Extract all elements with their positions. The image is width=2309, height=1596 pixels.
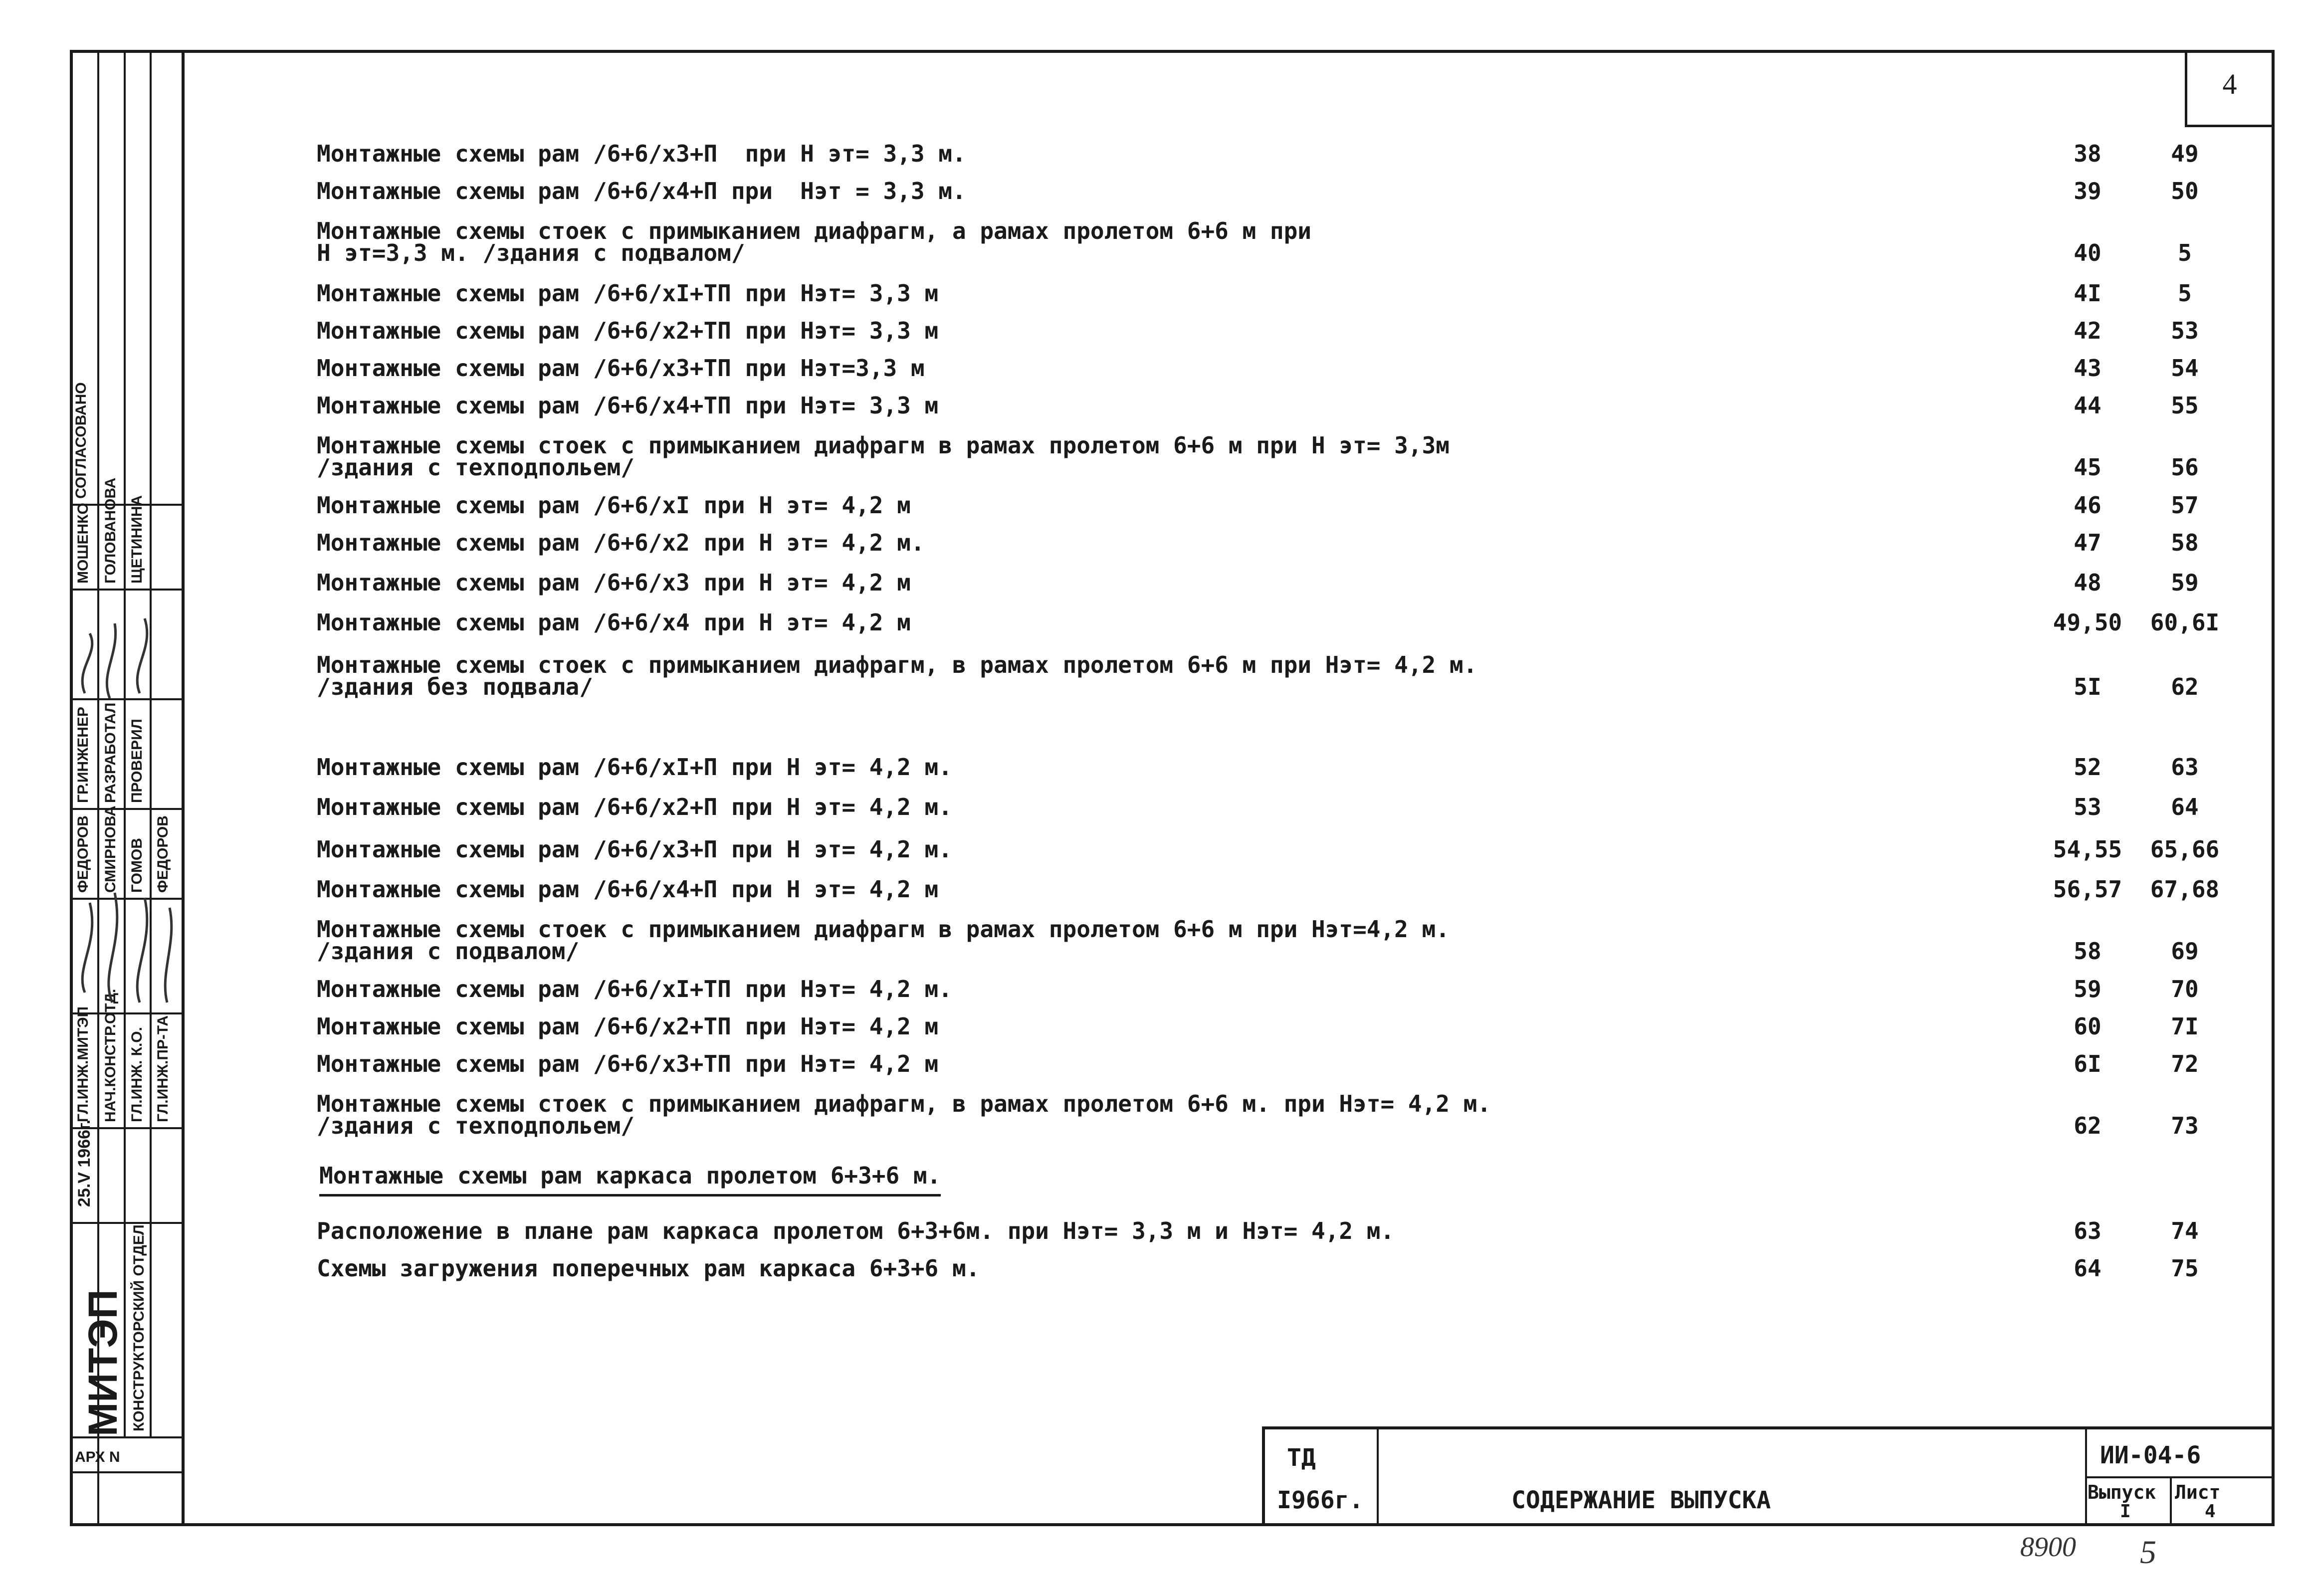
item-sheet: 40 <box>2074 239 2101 266</box>
list-item <box>317 319 2262 354</box>
side-date: 25.V 1966г. <box>75 1119 94 1207</box>
item-page: 62 <box>2171 673 2199 700</box>
sheet-label: Лист <box>2175 1481 2221 1503</box>
page-mark: 5 <box>2140 1534 2156 1571</box>
list-item <box>317 653 2262 708</box>
item-text: Монтажные схемы рам /6+6/х3+ТП при Нэт=3,3 м <box>317 355 925 382</box>
item-text: Монтажные схемы рам /6+6/х3+П при Н эт= 4,2 м. <box>317 836 952 863</box>
item-page: 63 <box>2171 754 2199 781</box>
list-item <box>317 1219 2262 1254</box>
title-block-divider <box>2170 1476 2172 1526</box>
item-sheet: 64 <box>2074 1255 2101 1282</box>
doc-code: ИИ-04-6 <box>2100 1441 2201 1469</box>
list-item <box>317 918 2262 973</box>
item-sheet: 60 <box>2074 1013 2101 1040</box>
item-sheet: 47 <box>2074 529 2101 556</box>
item-page: 64 <box>2171 794 2199 820</box>
item-sheet: 43 <box>2074 355 2101 382</box>
item-text: Монтажные схемы рам /6+6/хI+П при Н эт= 4,2 м. <box>317 754 952 781</box>
list-item <box>317 611 2262 646</box>
item-page: 5 <box>2178 280 2192 307</box>
item-sheet: 54,55 <box>2053 836 2122 863</box>
role-label: НАЧ.КОНСТР.ОТД. <box>102 989 119 1122</box>
item-text: Монтажные схемы стоек с примыканием диафрагм в рамах пролетом 6+6 м при Н эт= 3,3м <box>317 432 1450 459</box>
item-page: 75 <box>2171 1255 2199 1282</box>
signatures <box>70 594 185 1127</box>
stamp-title: СОДЕРЖАНИЕ ВЫПУСКА <box>1511 1486 1771 1514</box>
item-text: Монтажные схемы стоек с примыканием диафрагм, в рамах пролетом 6+6 м при Нэт= 4,2 м. <box>317 651 1477 678</box>
name-label: ФЕДОРОВ <box>155 815 171 893</box>
item-page: 69 <box>2171 938 2199 965</box>
item-text: Монтажные схемы рам /6+6/х4+ТП при Нэт= 3,3 м <box>317 392 939 419</box>
item-text: Монтажные схемы рам /6+6/хI+ТП при Нэт= 3,3 м <box>317 280 939 307</box>
list-item <box>317 838 2262 873</box>
item-sheet: 63 <box>2074 1217 2101 1244</box>
item-sheet: 39 <box>2074 178 2101 204</box>
item-text-cont: /здания с техподпольем/ <box>317 1112 634 1139</box>
page-number: 4 <box>2222 68 2237 100</box>
item-text: Расположение в плане рам каркаса пролетом 6+3+6м. при Нэт= 3,3 м и Нэт= 4,2 м. <box>317 1217 1395 1244</box>
side-divider <box>70 589 185 591</box>
role-label: ПРОВЕРИЛ <box>129 719 145 803</box>
item-sheet: 38 <box>2074 140 2101 167</box>
item-sheet: 42 <box>2074 317 2101 344</box>
item-page: 65,66 <box>2150 836 2220 863</box>
archive-number: 8900 <box>2020 1532 2076 1563</box>
item-sheet: 58 <box>2074 938 2101 965</box>
archive-label: АРХ N <box>75 1449 120 1465</box>
item-page: 60,6I <box>2150 609 2220 636</box>
item-text: Монтажные схемы рам /6+6/х4+П при Н эт= 4,2 м <box>317 876 939 903</box>
list-item <box>317 494 2262 529</box>
item-page: 49 <box>2171 140 2199 167</box>
item-page: 57 <box>2171 492 2199 519</box>
item-text-cont: Н эт=3,3 м. /здания с подвалом/ <box>317 239 745 266</box>
list-item <box>317 357 2262 392</box>
item-text: Монтажные схемы рам /6+6/х2+ТП при Нэт= 4,2 м <box>317 1013 939 1040</box>
item-page: 70 <box>2171 976 2199 1002</box>
list-item <box>317 434 2262 489</box>
item-page: 73 <box>2171 1112 2199 1139</box>
list-item <box>317 142 2262 177</box>
role-label: РАЗРАБОТАЛ <box>102 702 119 803</box>
item-text: Монтажные схемы рам /6+6/х3+ТП при Нэт= 4,2 м <box>317 1050 939 1077</box>
item-sheet: 59 <box>2074 976 2101 1002</box>
agreed-label: СОГЛАСОВАНО <box>73 382 89 499</box>
item-text: Схемы загружения поперечных рам каркаса 6+3+6 м. <box>317 1255 980 1282</box>
item-page: 7I <box>2171 1013 2199 1040</box>
item-text: Монтажные схемы рам /6+6/хI при Н эт= 4,2 м <box>317 492 911 519</box>
item-sheet: 48 <box>2074 569 2101 596</box>
role-label: ГЛ.ИНЖ.МИТЭП <box>75 1006 91 1122</box>
item-text: Монтажные схемы рам /6+6/х3 при Н эт= 4,2 м <box>317 569 911 596</box>
item-page: 72 <box>2171 1050 2199 1077</box>
item-text: Монтажные схемы рам /6+6/хI+ТП при Нэт= 4,2 м. <box>317 976 952 1002</box>
item-text-cont: /здания с техподпольем/ <box>317 454 634 481</box>
item-page: 53 <box>2171 317 2199 344</box>
list-item <box>317 219 2262 269</box>
item-page: 67,68 <box>2150 876 2220 903</box>
list-item <box>317 1052 2262 1087</box>
item-sheet: 62 <box>2074 1112 2101 1139</box>
list-item <box>317 571 2262 606</box>
list-item <box>317 756 2262 791</box>
side-divider <box>70 1471 185 1473</box>
item-text-cont: /здания без подвала/ <box>317 673 593 700</box>
name-label: ЩЕТИНИНА <box>129 495 145 584</box>
item-page: 5 <box>2178 239 2192 266</box>
item-text: Монтажные схемы стоек с примыканием диафрагм в рамах пролетом 6+6 м при Нэт=4,2 м. <box>317 916 1450 943</box>
role-label: ГЛ.ИНЖ. К.О. <box>129 1027 145 1122</box>
title-block-divider <box>2085 1476 2275 1478</box>
item-sheet: 49,50 <box>2053 609 2122 636</box>
item-text: Монтажные схемы стоек с примыканием диафрагм, а рамах пролетом 6+6 м при <box>317 217 1311 244</box>
item-text: Монтажные схемы рам /6+6/х4+П при Нэт = 3,3 м. <box>317 178 966 204</box>
item-page: 59 <box>2171 569 2199 596</box>
title-block-divider <box>1377 1426 1379 1526</box>
list-item <box>317 394 2262 429</box>
list-item <box>317 1015 2262 1050</box>
item-text: Монтажные схемы стоек с примыканием диафрагм, в рамах пролетом 6+6 м. при Нэт= 4,2 м. <box>317 1090 1491 1117</box>
item-sheet: 52 <box>2074 754 2101 781</box>
item-page: 58 <box>2171 529 2199 556</box>
org-name: МИТЭП <box>80 1289 126 1436</box>
issue-number: I <box>2120 1501 2131 1522</box>
issue-label: Выпуск <box>2088 1481 2156 1503</box>
role-label: ГЛ.ИНЖ.ПР-ТА <box>155 1015 171 1122</box>
item-sheet: 44 <box>2074 392 2101 419</box>
item-sheet: 4I <box>2074 280 2101 307</box>
list-item <box>317 796 2262 830</box>
name-label: СМИРНОВА <box>102 805 119 893</box>
section-heading: Монтажные схемы рам каркаса пролетом 6+3+6 м. <box>319 1162 941 1197</box>
item-text: Монтажные схемы рам /6+6/х2+ТП при Нэт= 3,3 м <box>317 317 939 344</box>
item-sheet: 45 <box>2074 454 2101 481</box>
item-page: 55 <box>2171 392 2199 419</box>
item-page: 54 <box>2171 355 2199 382</box>
list-item <box>317 1257 2262 1292</box>
list-item <box>317 180 2262 214</box>
item-text: Монтажные схемы рам /6+6/х2 при Н эт= 4,2 м. <box>317 529 925 556</box>
name-label: ФЕДОРОВ <box>75 815 91 893</box>
list-item <box>317 282 2262 317</box>
item-text: Монтажные схемы рам /6+6/х2+П при Н эт= 4,2 м. <box>317 794 952 820</box>
item-sheet: 53 <box>2074 794 2101 820</box>
item-sheet: 5I <box>2074 673 2101 700</box>
item-text: Монтажные схемы рам /6+6/х4 при Н эт= 4,2 м <box>317 609 911 636</box>
list-item <box>317 978 2262 1012</box>
item-page: 56 <box>2171 454 2199 481</box>
list-item <box>317 1092 2262 1147</box>
item-sheet: 6I <box>2074 1050 2101 1077</box>
list-item <box>317 531 2262 566</box>
name-label: ГОЛОВАНОВА <box>102 477 119 584</box>
side-divider <box>70 1436 185 1438</box>
name-label: ГОМОВ <box>129 838 145 893</box>
sheet-number: 4 <box>2205 1501 2216 1522</box>
dept-name: КОНСТРУКТОРСКИЙ ОТДЕЛ <box>131 1224 147 1431</box>
item-text-cont: /здания с подвалом/ <box>317 938 580 965</box>
stamp-code: ТД <box>1287 1444 1316 1472</box>
item-page: 50 <box>2171 178 2199 204</box>
side-divider <box>70 1222 185 1224</box>
stamp-year: I966г. <box>1277 1486 1364 1514</box>
item-text: Монтажные схемы рам /6+6/х3+П при Н эт= 3,3 м. <box>317 140 966 167</box>
item-sheet: 46 <box>2074 492 2101 519</box>
item-sheet: 56,57 <box>2053 876 2122 903</box>
list-item <box>317 878 2262 913</box>
item-page: 74 <box>2171 1217 2199 1244</box>
name-label: МОШЕНКО <box>75 503 91 584</box>
role-label: ГР.ИНЖЕНЕР <box>75 707 91 803</box>
